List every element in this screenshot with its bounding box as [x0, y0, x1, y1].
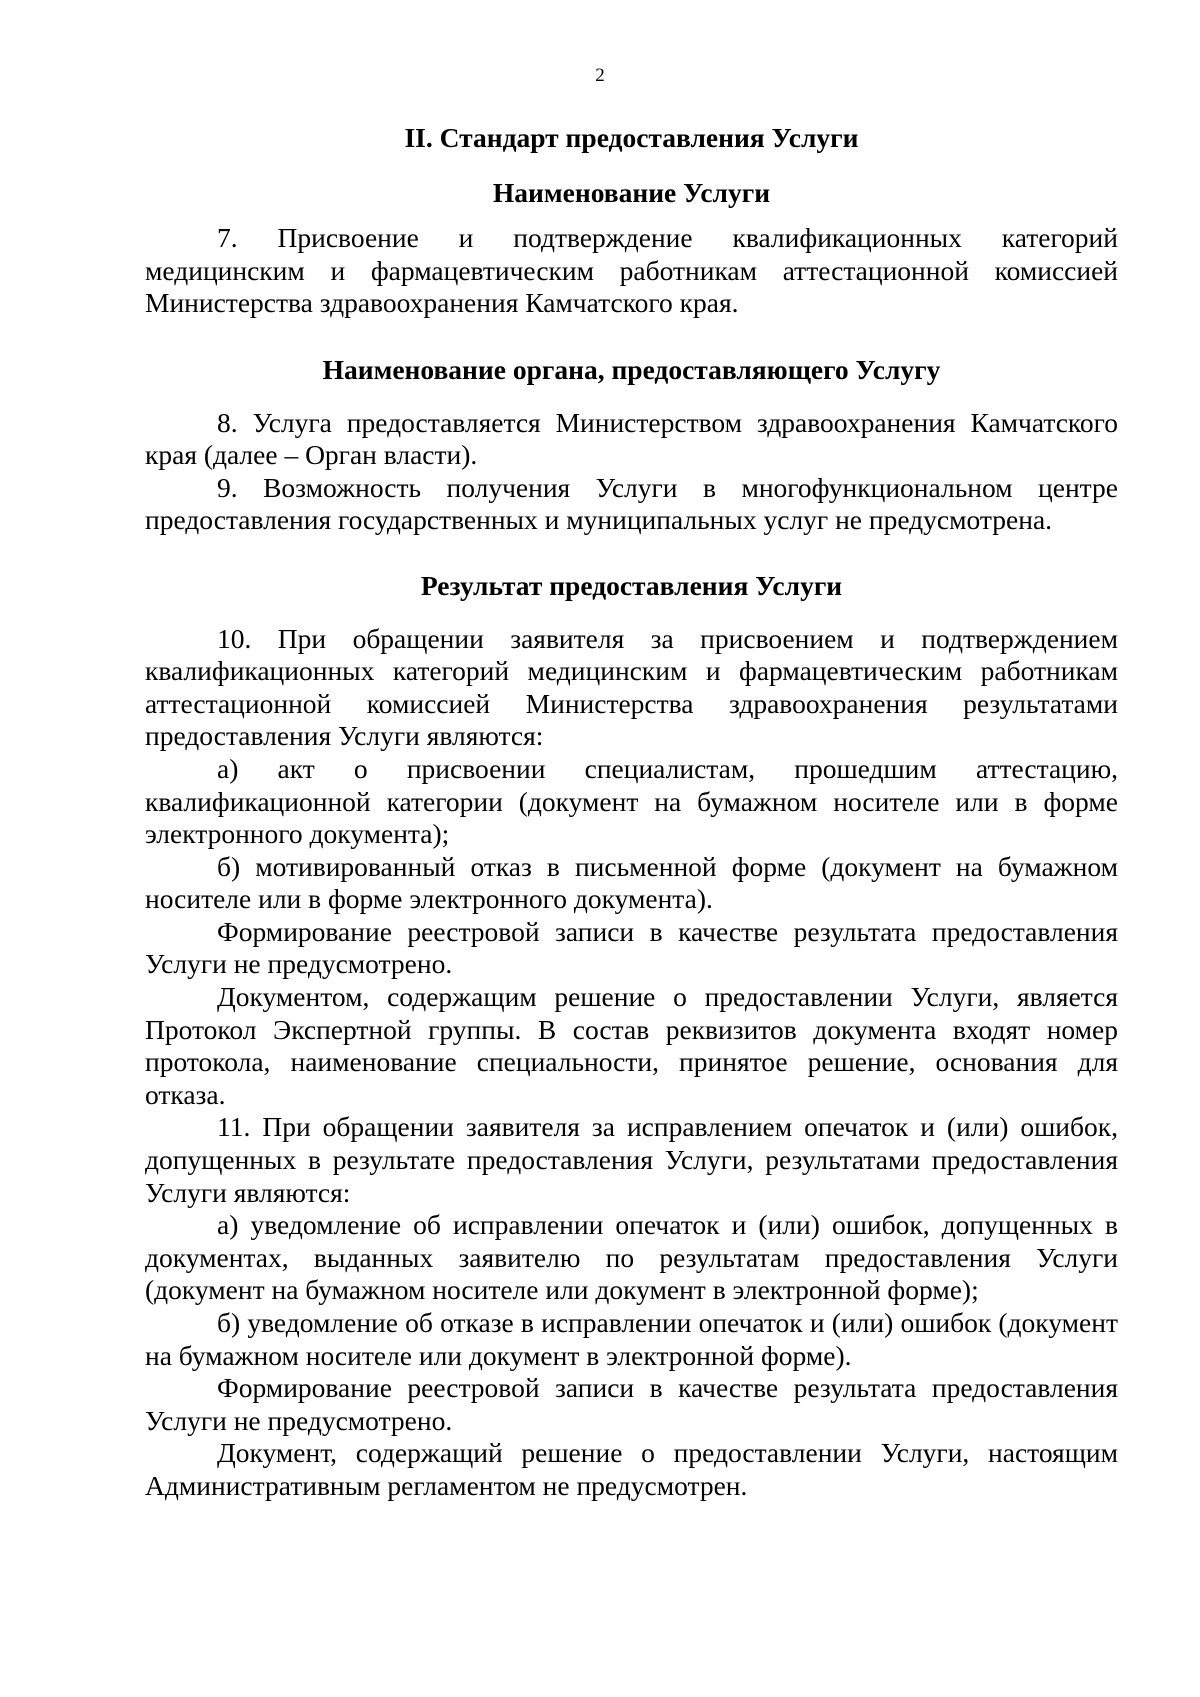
document-body — [145, 122, 1118, 1503]
paragraph-11-a: а) уведомление об исправлении опечаток и (или) ошибок, допущенных в документах, выданных заявителю по результатам предоставления Услуги (документ на бумажном носителе или документ в электронной форме); — [145, 1209, 1118, 1306]
paragraph-10-decision-document: Документом, содержащим решение о предоставлении Услуги, является Протокол Экспертной группы. В состав реквизитов документа входят номер протокола, наименование специальности, принятое решение, основания для отказа. — [145, 981, 1118, 1110]
paragraph-11-decision-document: Документ, содержащий решение о предоставлении Услуги, настоящим Административным регламентом не предусмотрен. — [145, 1437, 1118, 1501]
heading-providing-body: Наименование органа, предоставляющего Услугу — [322, 353, 941, 385]
paragraph-11-registry-note: Формирование реестровой записи в качестве результата предоставления Услуги не предусмотрено. — [145, 1372, 1118, 1436]
paragraph-10: 10. При обращении заявителя за присвоением и подтверждением квалификационных категорий медицинским и фармацевтическим работникам аттестационной комиссией Министерства здравоохранения результатами предоставления Услуги являются: — [145, 622, 1118, 752]
heading-service-name: Наименование Услуги — [492, 176, 771, 208]
paragraph-10-a: а) акт о присвоении специалистам, прошедшим аттестацию, квалификационной категории (документ на бумажном носителе или в форме электронного документа); — [145, 752, 1118, 850]
paragraph-10-registry-note: Формирование реестровой записи в качестве результата предоставления Услуги не предусмотрено. — [145, 915, 1118, 980]
paragraph-11: 11. При обращении заявителя за исправлением опечаток и (или) ошибок, допущенных в результате предоставления Услуги, результатами предоставления Услуги являются: — [145, 1111, 1118, 1208]
paragraph-7: 7. Присвоение и подтверждение квалификационных категорий медицинским и фармацевтическим работникам аттестационной комиссией Министерства здравоохранения Камчатского края. — [145, 222, 1118, 319]
paragraph-11-b: б) уведомление об отказе в исправлении опечаток и (или) ошибок (документ на бумажном носителе или документ в электронной форме). — [145, 1307, 1118, 1371]
heading-service-result: Результат предоставления Услуги — [420, 569, 843, 601]
paragraph-9: 9. Возможность получения Услуги в многофункциональном центре предоставления государственных и муниципальных услуг не предусмотрена. — [145, 471, 1118, 536]
section-title: II. Стандарт предоставления Услуги — [404, 122, 859, 153]
paragraph-10-b: б) мотивированный отказ в письменной форме (документ на бумажном носителе или в форме электронного документа). — [145, 850, 1118, 915]
paragraph-8: 8. Услуга предоставляется Министерством здравоохранения Камчатского края (далее – Орган власти). — [145, 406, 1118, 471]
page-number: 2 — [595, 65, 605, 86]
